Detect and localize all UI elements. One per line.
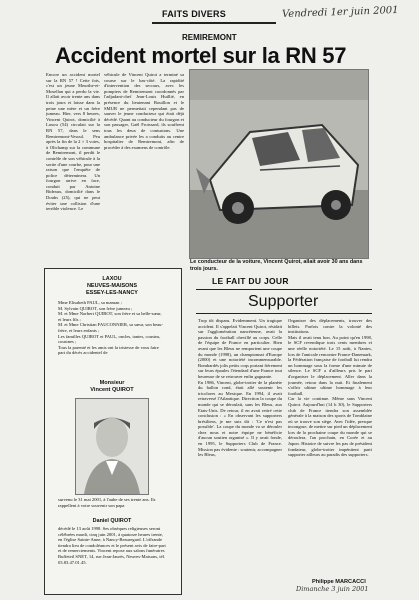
header-rule xyxy=(152,22,276,24)
column-text-1: Trop tôt disparu. Evidemment. Un tragique accident. Il s'appelait Vincent Quirot, résidait sur l'agglomération nancéienne, avait la passion du football chevillé au corps. Celle de l'équipe de France en particulier. Bien avant que les Bleus ne remportent une coupe du monde (1998), un championnat d'Europe (2000) et une notoriété incommensurable. Bombardés jolis petits coqs portant fièrement sur leurs épaules l'étendard d'une France tout heureuse de se retrouver enfin gagnante. En 1986, Vincent, globe-trotter de la planète du ballon rond, était allé soutenir les tricolores au Mexique. En 1994, il avait retraversé l'Atlantique. Direction la coupe du monde qui se déroulait, sans les Bleus, aux Etats-Unis. De retour, il en avait retiré cette conclusion : « En observant les supporters brésiliens, je me suis dit : 'Ce n'est pas possible'. La coupe du monde va se dérouler chez nous et notre équipe ne bénéficie d'aucun soutien organisé ». Il y avait fonde, en 1995, le Supporters Club de France. Mission pas évidente : soutenir, accompagner les Bleus, xyxy=(198,318,282,458)
article-column-1: Encore un accident mortel sur la RN 57 ! Cette fois, c'est un jeune Meurthe-et-Mosellan qui a perdu la vie. Il allait avoir trente ans dans trois jours et laisse dans la peine une mère et un frère jumeau. Hier, vers 8 heures, Vincent Quirot, domicilié à Laxou (54) circulait sur la RN 57, dans le sens Remiremont-Vesoul. Peu après la fin de la 2 × 3 voies, à Olichamp sur la commune de Remiremont, il perdit le contrôle de son véhicule à la sortie d'une courbe, pour une raison que l'enquête de police déterminera. Un fourgon arrive en face, conduit par Antoine Bideaux, domicilié dans le Doubs (25), qui ne peut éviter une collision d'une terrible violence. Le xyxy=(46,72,100,212)
column-label: LE FAIT DU JOUR xyxy=(212,276,289,286)
accident-photo xyxy=(189,69,369,259)
obituary-name: Monsieur Vincent QUIROT xyxy=(90,380,134,393)
portrait-photo xyxy=(75,398,149,495)
article-column-2: véhicule de Vincent Quirot a terminé sa course sur le bas-côté. La rapidité d'intervention des secours, avec les pompiers de Remiremont coordonnés par l'adjudant-chef Jean-Louis Huillié, en présence du lieutenant Bouillon et le SMUR ne permettait cependant pas de sauver le jeune conducteur qui était déjà décédé. Quant au conducteur du fourgon et son passager, Gaël Froissard, ils souffrent tous les deux de contusions. Une ambulance privée les a conduits au centre hospitalier de Remiremont, afin de procéder à des examens de contrôle. xyxy=(104,72,184,150)
obituary-death-text: survenu le 31 mai 2001, à l'aube de ses trente ans. Ils rappellent à votre souvenir son papa xyxy=(58,497,156,508)
column-title: Supporter xyxy=(248,293,319,310)
obituary-closing-text: décédé le 13 août 1998. Ses obsèques religieuses seront célébrées mardi, cinq juin 2001, à quatorze heures trente, en l'église Sainte-Anne, à Nancy-Beauregard. L'offrande tiendra lieu de condoléances et le présent avis de faire-part et de remerciements. Vincent repose aux salons funéraires Buffeteil SNET, 14, rue Jean-Jaurès, Neuves-Maisons, tél. 03.83.47.01.45. xyxy=(58,526,166,565)
handwritten-footer: Dimanche 3 juin 2001 xyxy=(296,585,369,593)
obituary-location: LAXOU NEUVES-MAISONS ESSEY-LES-NANCY xyxy=(86,276,138,296)
column-author: Philippe MARCACCI xyxy=(312,579,366,585)
obituary-family-text: Mme Elisabeth PAUL, sa maman ; M. Sylvain QUIROT, son frère jumeau ; M. et Mme Norbert QUIROT, son frère et sa belle-sœur, et leurs fils ; M. et Mme Christian FAUCONNIER, sa sœur, son beau-frère, et leurs enfants ; Les familles QUIROT et PAUL, oncles, tantes, cousins, cousines ; Tous la parenté et les amis ont la tristesse de vous faire part du décès accidentel de xyxy=(58,300,163,356)
section-header: FAITS DIVERS xyxy=(162,9,226,19)
obituary-father-name: Daniel QUIROT xyxy=(92,518,132,524)
wrecked-car-illustration xyxy=(190,70,368,258)
portrait-illustration xyxy=(76,399,148,494)
location-line: REMIREMONT xyxy=(182,33,237,42)
handwritten-date: Vendredi 1er juin 2001 xyxy=(281,4,399,21)
photo-caption: Le conducteur de la voiture, Vincent Quirot, allait avoir 30 ans dans trois jours. xyxy=(190,259,363,272)
headline: Accident mortel sur la RN 57 xyxy=(55,43,347,68)
column-text-2: Organiser des déplacements, trouver des billets. Parfois contre la volonté des institutions. Mais il avait tenu bon. Au point qu'en 1998, le SCF revendique trois cents membres et une réelle notoriété. Le 15 août, à Nantes, lors de l'amicale rencontre France-Danemark, la Fédération française de football lui rendra un hommage sous la forme d'une minute de silence. Le SCF a d'ailleurs pris le pari d'organiser le déplacement. Aller dans la journée, retour dans la nuit. Et finalement s'offrir ultime ultime hommage à leur football. Car la vie continue. Même sans Vincent Quirot. Aujourd'hui (14 h 30), le Supporters club de France tiendra son assemblée générale à la maison des sports de Tomblaine où se trouve son siège. Avec l'idée, presque incongrue, de mettre sur pied un déplacement lors de la prochaine coupe du monde qui se déroulera, l'an prochain, en Corée et au Japon. Histoire de suivre les pas de président fondateur, globe-trotter impénitent parti supporter ailleurs au paradis des supporters. xyxy=(288,318,372,458)
column-top-rule xyxy=(196,289,372,290)
column-title-rule xyxy=(196,313,372,314)
